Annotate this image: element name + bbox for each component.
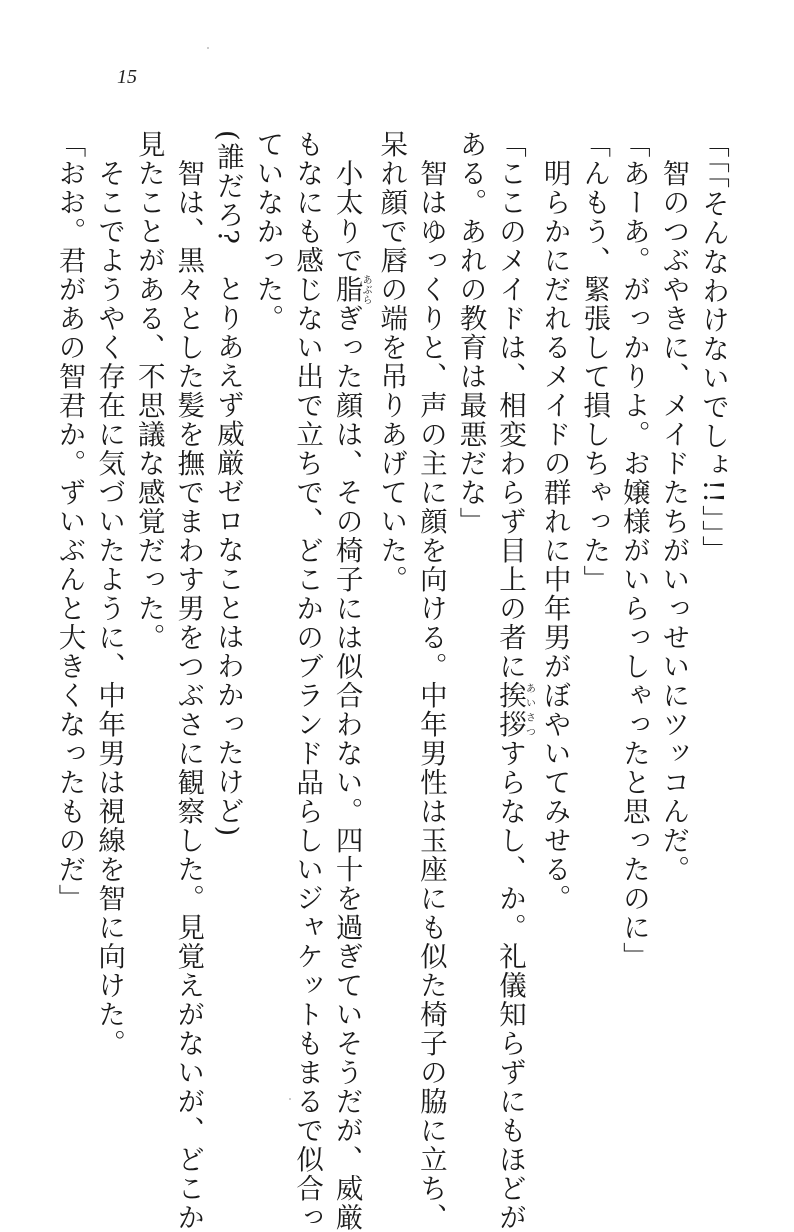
text-line: 智はゆっくりと、声の主に顔を向ける。中年男性は玉座にも似た椅子の脇に立ち、 — [414, 130, 447, 1232]
text-line: 呆れ顔で唇の端を吊りあげていた。 — [375, 130, 408, 594]
text-line: 「んもう、緊張して損しちゃった」 — [578, 130, 611, 594]
text-line: ある。あれの教育は最悪だな」 — [454, 130, 487, 536]
text-line: 「ここのメイドは、相変わらず目上の者に挨拶あいさつすらなし、か。礼儀知らずにもほどが — [494, 130, 535, 1232]
text-line: 見たことがある、不思議な感覚だった。 — [132, 130, 165, 652]
body-text — [32, 130, 732, 1232]
print-speck — [289, 1098, 291, 1100]
print-speck — [207, 47, 209, 49]
text-line: ていなかった。 — [251, 130, 284, 333]
page-number: 15 — [117, 66, 137, 88]
furigana: 挨拶あいさつ — [494, 681, 535, 739]
text-line: もなにも感じない出で立ちで、どこかのブランド品らしいジャケットもまるで似合っ — [291, 130, 324, 1232]
text-line: 「あーあ。がっかりよ。お嬢様がいらっしゃったと思ったのに」 — [617, 130, 650, 971]
text-line: そこでようやく存在に気づいたように、中年男は視線を智に向けた。 — [93, 130, 126, 1058]
text-line: 明らかにだれるメイドの群れに中年男がぼやいてみせる。 — [538, 130, 571, 913]
text-line: (誰だろ? とりあえず威厳ゼロなことはわかったけど) — [211, 130, 244, 838]
furigana: 脂あぶら — [330, 274, 372, 305]
text-line: 「おお。君があの智君か。ずいぶんと大きくなったものだ」 — [53, 130, 86, 913]
text-line: 智は、黒々とした髪を撫でまわす男をつぶさに観察した。見覚えがないが、どこか — [172, 130, 205, 1232]
text-line: 小太りで脂あぶらぎった顔は、その椅子には似合わない。四十を過ぎていそうだが、威厳 — [330, 130, 372, 1232]
text-line: 智のつぶやきに、メイドたちがいっせいにツッコんだ。 — [657, 130, 690, 884]
text-line: 「「「そんなわけないでしょ!!」」」 — [697, 130, 729, 565]
